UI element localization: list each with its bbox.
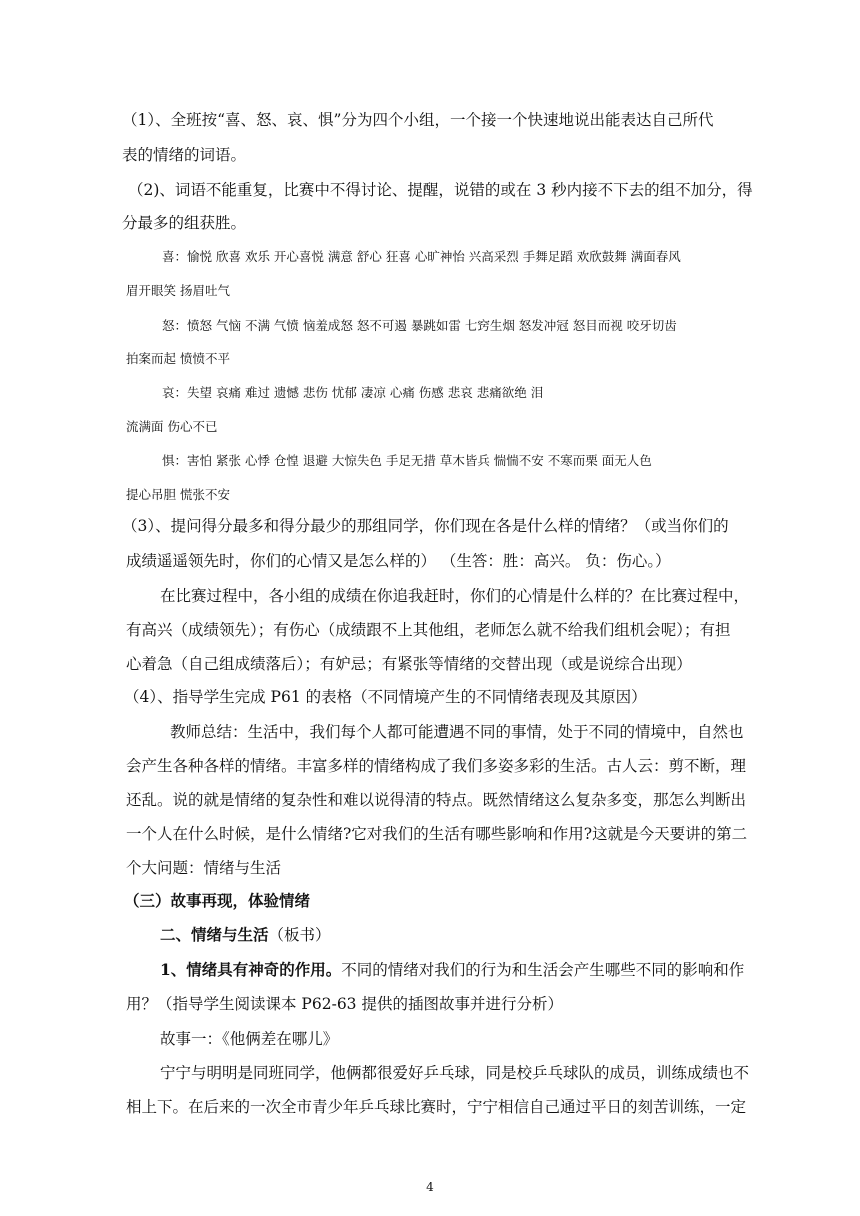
sorrow-words: 哀：失望 哀痛 难过 遗憾 悲伤 忧郁 凄凉 心痛 伤感 悲哀 悲痛欲绝 泪	[162, 385, 544, 400]
rule-3: （3）、提问得分最多和得分最少的那组同学，你们现在各是什么样的情绪？（或当你们的	[122, 517, 729, 535]
story-one-text: 宁宁与明明是同班同学，他俩都很爱好乒乓球，同是校乒乓球队的成员，训练成绩也不	[160, 1064, 750, 1082]
section-two-heading	[160, 924, 331, 946]
paragraph-1-cont2: 心着急（自己组成绩落后）；有妒忌；有紧张等情绪的交替出现（或是说综合出现）	[126, 655, 692, 673]
joy-words: 喜：愉悦 欣喜 欢乐 开心喜悦 满意 舒心 狂喜 心旷神怡 兴高采烈 手舞足蹈 欢欣鼓舞 满面春风	[162, 249, 681, 264]
anger-words: 怒：愤怒 气恼 不满 气愤 恼羞成怒 怒不可遏 暴跳如雷 七窍生烟 怒发冲冠 怒目而视 咬牙切齿	[162, 318, 677, 333]
sorrow-words-cont: 流满面 伤心不已	[126, 419, 218, 434]
page-number: 4	[426, 1180, 434, 1194]
teacher-summary-cont: 会产生各种各样的情绪。丰富多样的情绪构成了我们多姿多彩的生活。古人云：剪不断，理	[126, 757, 747, 775]
teacher-summary: 教师总结：生活中，我们每个人都可能遭遇不同的事情，处于不同的情境中，自然也	[170, 723, 744, 741]
paragraph-1: 在比赛过程中，各小组的成绩在你追我赶时，你们的心情是什么样的？在比赛过程中，	[160, 587, 750, 605]
section-two-title: 二、情绪与生活	[160, 925, 269, 944]
rule-1-cont: 表的情绪的词语。	[122, 146, 247, 164]
rule-1: （1）、全班按“喜、怒、哀、惧”分为四个小组，一个接一个快速地说出能表达自己所代	[122, 111, 714, 129]
rule-2: （2)、词语不能重复，比赛中不得讨论、提醒，说错的或在 3 秒内接不下去的组不加分，得	[128, 181, 753, 199]
rule-4: （4）、指导学生完成 P61 的表格（不同情境产生的不同情绪表现及其原因）	[124, 688, 647, 706]
fear-words-cont: 提心吊胆 慌张不安	[126, 487, 230, 502]
point-1-cont: 用？（指导学生阅读课本 P62-63 提供的插图故事并进行分析）	[126, 995, 563, 1013]
paragraph-1-cont: 有高兴（成绩领先）；有伤心（成绩跟不上其他组，老师怎么就不给我们组机会呢）；有担	[126, 621, 731, 639]
board-note: （板书）	[268, 926, 331, 944]
point-1-text: 不同的情绪对我们的行为和生活会产生哪些不同的影响和作	[341, 961, 745, 979]
section-three-heading: （三）故事再现，体验情绪	[124, 891, 311, 910]
teacher-summary-cont3: 一个人在什么时候，是什么情绪?它对我们的生活有哪些影响和作用?这就是今天要讲的第二	[126, 825, 748, 843]
story-one-text-cont: 相上下。在后来的一次全市青少年乒乓球比赛时，宁宁相信自己通过平日的刻苦训练，一定	[126, 1098, 747, 1116]
anger-words-cont: 拍案而起 愤愤不平	[126, 351, 230, 366]
fear-words: 惧：害怕 紧张 心悸 仓惶 退避 大惊失色 手足无措 草木皆兵 惴惴不安 不寒而栗 面无人色	[162, 453, 652, 468]
point-1	[160, 959, 744, 981]
point-1-title: 1、情绪具有神奇的作用。	[160, 960, 342, 979]
teacher-summary-cont4: 个大问题：情绪与生活	[126, 859, 282, 877]
rule-3-cont: 成绩遥遥领先时，你们的心情又是怎么样的） （生答：胜：高兴。 负：伤心。）	[126, 552, 671, 570]
rule-2-cont: 分最多的组获胜。	[122, 214, 247, 232]
joy-words-cont: 眉开眼笑 扬眉吐气	[126, 283, 230, 298]
story-one-title: 故事一：《他俩差在哪儿》	[160, 1030, 339, 1048]
teacher-summary-cont2: 还乱。说的就是情绪的复杂性和难以说得清的特点。既然情绪这么复杂多变，那怎么判断出	[126, 791, 747, 809]
